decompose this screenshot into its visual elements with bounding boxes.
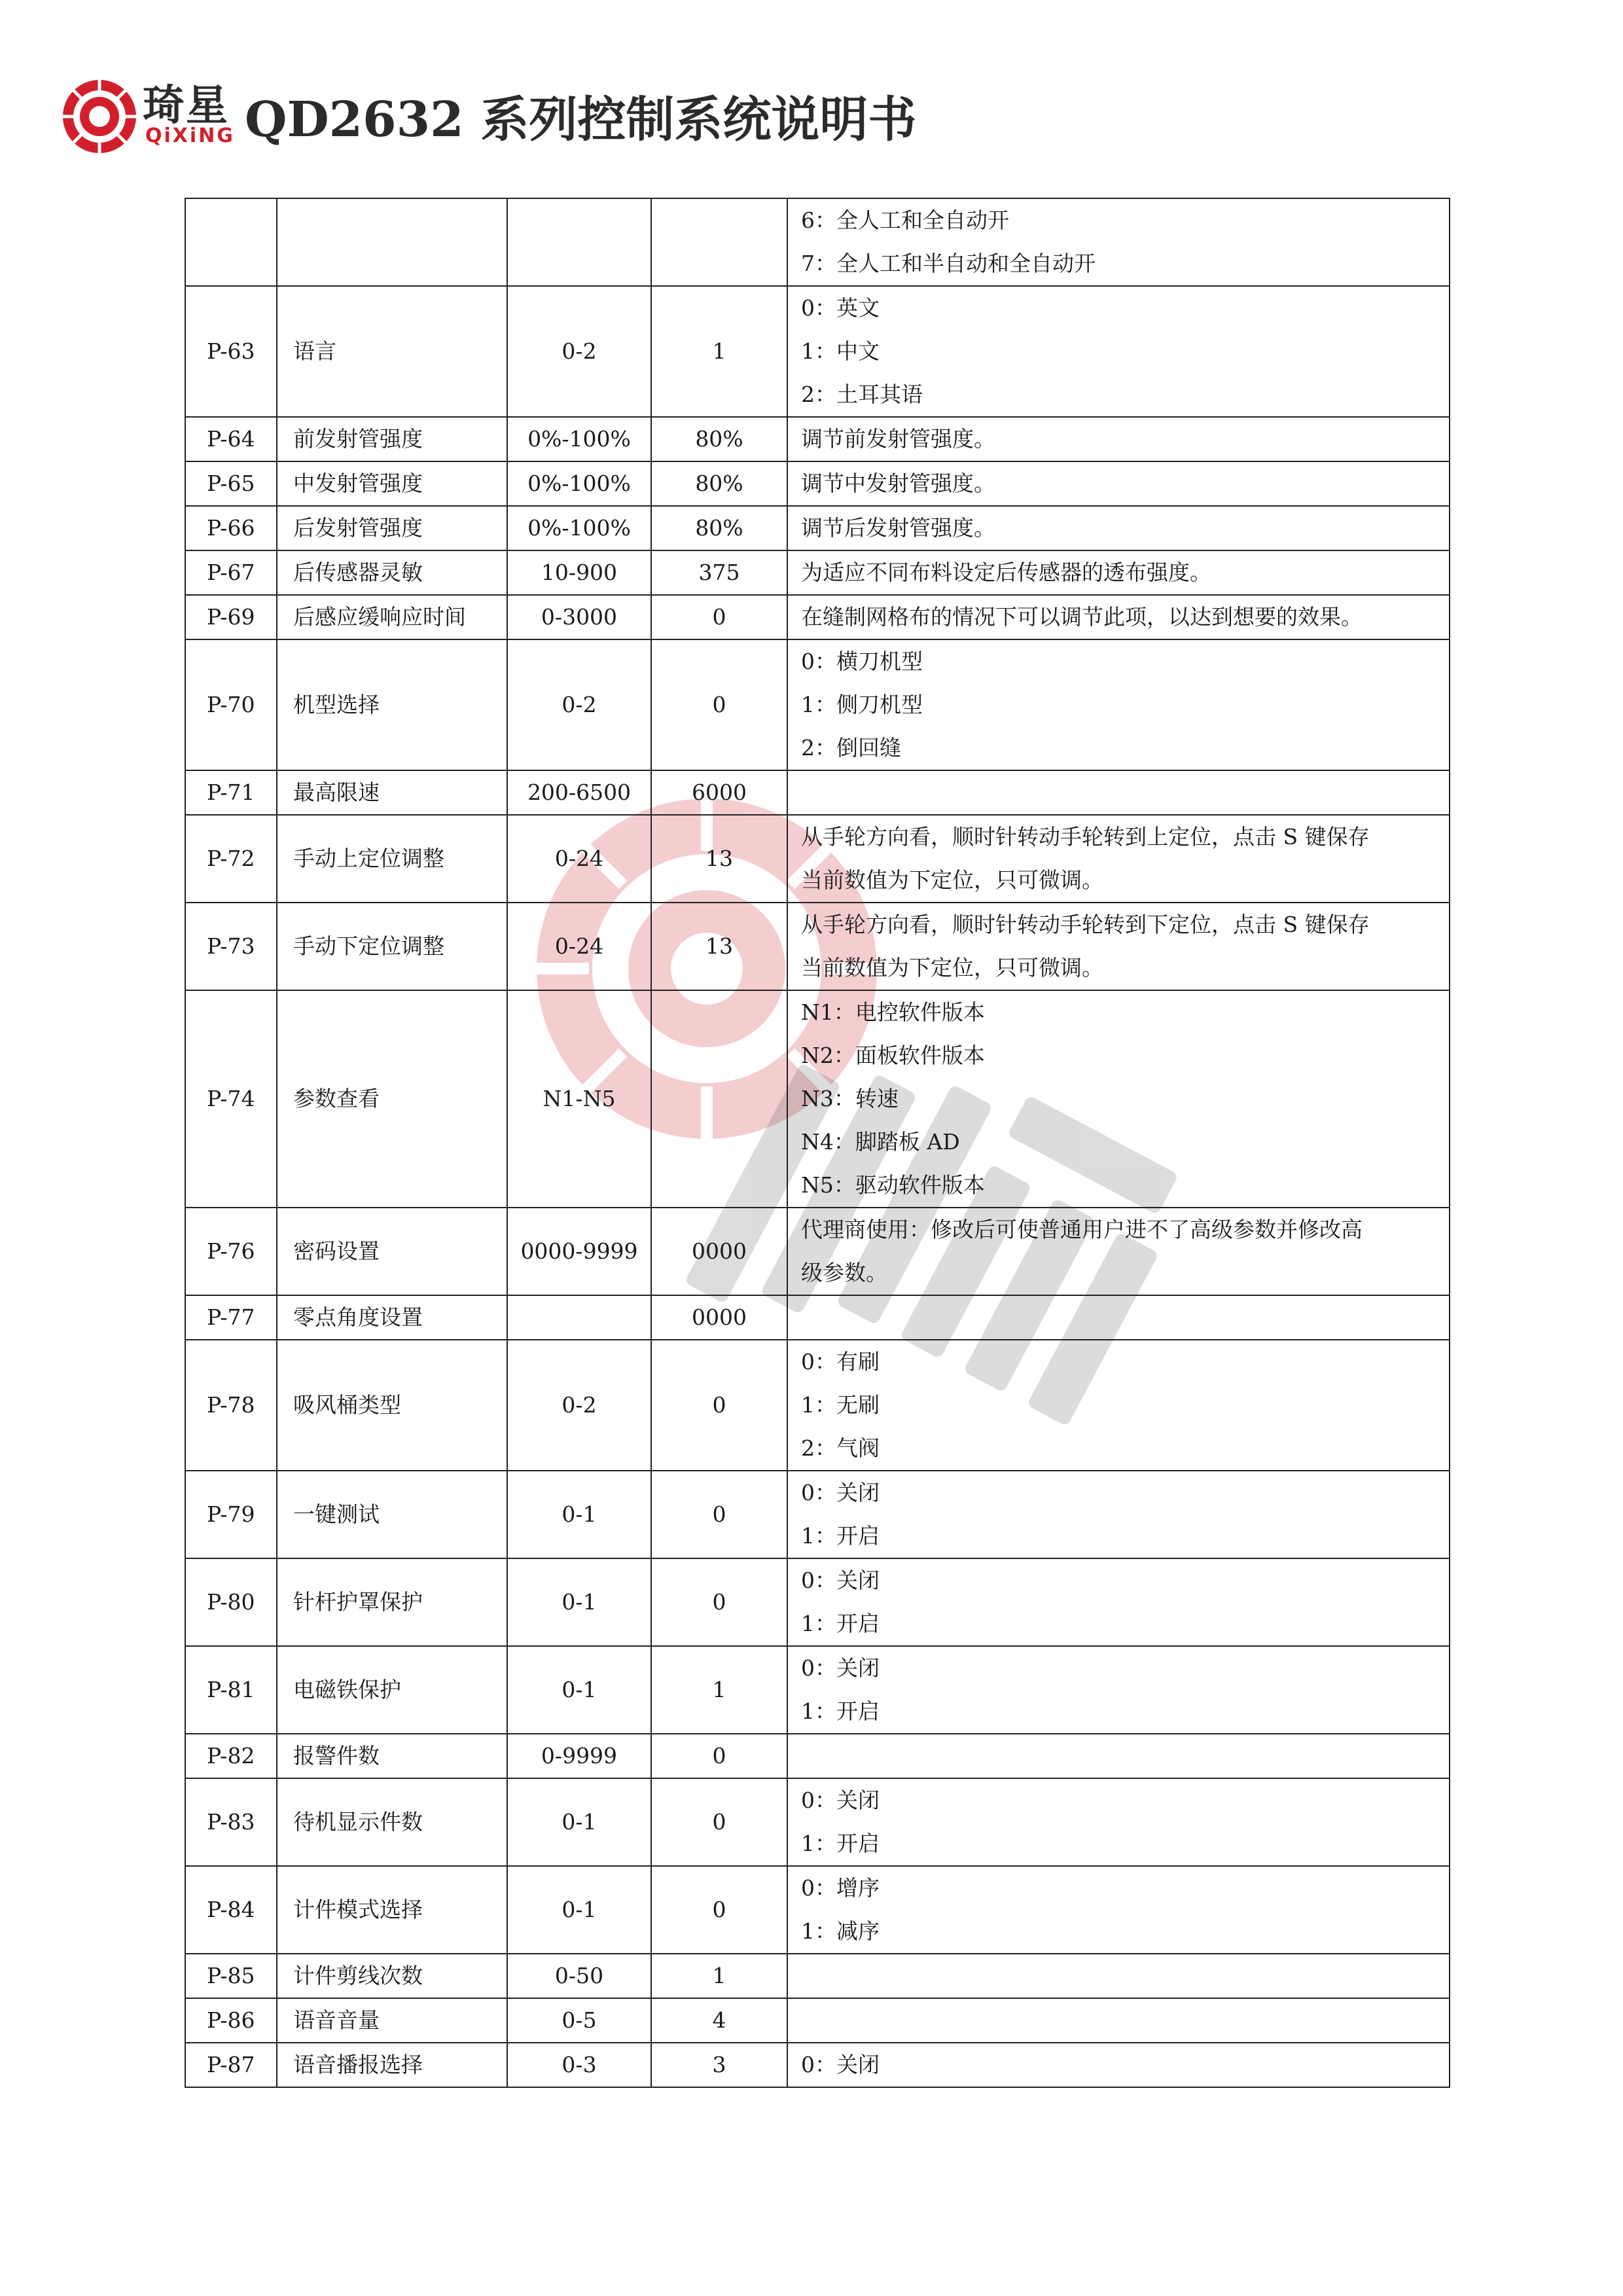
param-range: 0-9999 xyxy=(507,1734,651,1778)
param-code: P-69 xyxy=(185,595,277,639)
param-description xyxy=(787,1998,1450,2043)
description-line: 0：横刀机型 xyxy=(801,649,923,674)
table-row xyxy=(185,770,1450,815)
description-line: 0：有刷 xyxy=(801,1349,880,1374)
description-line: 1：开启 xyxy=(801,1523,880,1549)
brand-name-cn: 琦星 xyxy=(143,82,229,130)
param-code: P-67 xyxy=(185,550,277,595)
param-description xyxy=(787,1734,1450,1778)
param-name: 后感应缓响应时间 xyxy=(277,595,507,639)
description-line: 代理商使用：修改后可使普通用户进不了高级参数并修改高 xyxy=(801,1217,1363,1242)
brand-name-en: QiXiNG xyxy=(145,124,235,147)
table-row xyxy=(185,1208,1450,1295)
description-line: 从手轮方向看，顺时针转动手轮转到上定位，点击 S 键保存 xyxy=(801,824,1370,850)
table-row xyxy=(185,1558,1450,1646)
param-name: 中发射管强度 xyxy=(277,461,507,506)
param-default: 0 xyxy=(651,1558,787,1646)
param-code: P-77 xyxy=(185,1295,277,1340)
param-description xyxy=(787,815,1450,903)
table-row xyxy=(185,1646,1450,1734)
param-default: 1 xyxy=(651,1646,787,1734)
description-line: 7：全人工和半自动和全自动开 xyxy=(801,251,1096,276)
param-code: P-81 xyxy=(185,1646,277,1734)
table-row xyxy=(185,506,1450,550)
param-code xyxy=(185,198,277,286)
param-description xyxy=(787,1778,1450,1866)
param-name: 计件剪线次数 xyxy=(277,1954,507,1998)
param-code: P-86 xyxy=(185,1998,277,2043)
param-range: 0-2 xyxy=(507,1340,651,1471)
param-default: 1 xyxy=(651,1954,787,1998)
param-range: N1-N5 xyxy=(507,990,651,1208)
table-row xyxy=(185,1998,1450,2043)
table-row xyxy=(185,198,1450,286)
description-line: 1：开启 xyxy=(801,1831,880,1856)
param-default: 0000 xyxy=(651,1208,787,1295)
param-name: 密码设置 xyxy=(277,1208,507,1295)
param-description xyxy=(787,461,1450,506)
param-description xyxy=(787,990,1450,1208)
description-line: 1：开启 xyxy=(801,1698,880,1724)
description-line: 0：增序 xyxy=(801,1875,880,1901)
param-range xyxy=(507,198,651,286)
param-range: 0%-100% xyxy=(507,506,651,550)
param-code: P-80 xyxy=(185,1558,277,1646)
param-default: 375 xyxy=(651,550,787,595)
param-code: P-71 xyxy=(185,770,277,815)
param-code: P-70 xyxy=(185,639,277,770)
description-line: 在缝制网格布的情况下可以调节此项，以达到想要的效果。 xyxy=(801,604,1363,630)
description-line: N4：脚踏板 AD xyxy=(801,1129,960,1155)
param-code: P-63 xyxy=(185,286,277,417)
param-name: 一键测试 xyxy=(277,1471,507,1558)
table-row xyxy=(185,1778,1450,1866)
param-code: P-73 xyxy=(185,903,277,990)
param-default: 80% xyxy=(651,417,787,461)
param-code: P-66 xyxy=(185,506,277,550)
qixing-logo-icon xyxy=(60,77,139,156)
param-default: 13 xyxy=(651,903,787,990)
param-name: 电磁铁保护 xyxy=(277,1646,507,1734)
param-description xyxy=(787,198,1450,286)
param-name: 语言 xyxy=(277,286,507,417)
param-default: 13 xyxy=(651,815,787,903)
table-row xyxy=(185,639,1450,770)
param-description xyxy=(787,1866,1450,1954)
description-line: 0：关闭 xyxy=(801,1568,880,1593)
param-range: 0-3000 xyxy=(507,595,651,639)
description-line: N2：面板软件版本 xyxy=(801,1043,985,1068)
param-description xyxy=(787,770,1450,815)
table-row xyxy=(185,1734,1450,1778)
param-description xyxy=(787,417,1450,461)
param-name: 语音播报选择 xyxy=(277,2043,507,2087)
description-line: 当前数值为下定位，只可微调。 xyxy=(801,955,1103,980)
param-default: 0000 xyxy=(651,1295,787,1340)
param-default: 0 xyxy=(651,1471,787,1558)
param-range: 0-1 xyxy=(507,1778,651,1866)
param-code: P-87 xyxy=(185,2043,277,2087)
param-description xyxy=(787,1646,1450,1734)
description-line: N1：电控软件版本 xyxy=(801,999,985,1025)
description-line: 0：关闭 xyxy=(801,2052,880,2077)
param-code: P-72 xyxy=(185,815,277,903)
param-description xyxy=(787,286,1450,417)
param-name: 吸风桶类型 xyxy=(277,1340,507,1471)
param-description xyxy=(787,595,1450,639)
param-description xyxy=(787,1340,1450,1471)
description-line: 1：侧刀机型 xyxy=(801,692,923,717)
param-code: P-82 xyxy=(185,1734,277,1778)
param-range: 0-2 xyxy=(507,286,651,417)
param-code: P-84 xyxy=(185,1866,277,1954)
table-row xyxy=(185,815,1450,903)
description-line: 6：全人工和全自动开 xyxy=(801,207,1009,233)
param-default: 80% xyxy=(651,506,787,550)
table-row xyxy=(185,1471,1450,1558)
param-description xyxy=(787,1558,1450,1646)
description-line: 1：减序 xyxy=(801,1918,880,1944)
description-line: 从手轮方向看，顺时针转动手轮转到下定位，点击 S 键保存 xyxy=(801,912,1370,937)
param-code: P-76 xyxy=(185,1208,277,1295)
param-default: 0 xyxy=(651,1778,787,1866)
param-default: 0 xyxy=(651,1340,787,1471)
param-range: 10-900 xyxy=(507,550,651,595)
param-description xyxy=(787,1295,1450,1340)
description-line: 2：气阀 xyxy=(801,1435,880,1461)
description-line: 级参数。 xyxy=(801,1260,887,1285)
param-default xyxy=(651,990,787,1208)
description-line: 调节前发射管强度。 xyxy=(801,426,995,452)
param-range: 0-2 xyxy=(507,639,651,770)
param-name: 计件模式选择 xyxy=(277,1866,507,1954)
param-range: 0-1 xyxy=(507,1558,651,1646)
description-line: 0：关闭 xyxy=(801,1480,880,1505)
param-default: 3 xyxy=(651,2043,787,2087)
table-row xyxy=(185,903,1450,990)
param-description xyxy=(787,1208,1450,1295)
param-name: 机型选择 xyxy=(277,639,507,770)
param-name: 手动下定位调整 xyxy=(277,903,507,990)
param-name: 待机显示件数 xyxy=(277,1778,507,1866)
param-range: 0-5 xyxy=(507,1998,651,2043)
description-line: 调节中发射管强度。 xyxy=(801,471,995,496)
table-row xyxy=(185,990,1450,1208)
param-range: 0-50 xyxy=(507,1954,651,1998)
param-name: 最高限速 xyxy=(277,770,507,815)
parameter-table xyxy=(185,198,1450,2088)
param-name: 后传感器灵敏 xyxy=(277,550,507,595)
table-row xyxy=(185,461,1450,506)
param-description xyxy=(787,506,1450,550)
description-line: 0：英文 xyxy=(801,295,880,321)
param-range: 0%-100% xyxy=(507,461,651,506)
description-line: 1：开启 xyxy=(801,1611,880,1636)
description-line: N5：驱动软件版本 xyxy=(801,1172,985,1198)
param-default: 0 xyxy=(651,1866,787,1954)
description-line: 2：倒回缝 xyxy=(801,735,901,761)
description-line: 当前数值为下定位，只可微调。 xyxy=(801,867,1103,893)
table-row xyxy=(185,1954,1450,1998)
param-code: P-74 xyxy=(185,990,277,1208)
param-name: 前发射管强度 xyxy=(277,417,507,461)
param-code: P-78 xyxy=(185,1340,277,1471)
param-name xyxy=(277,198,507,286)
param-code: P-65 xyxy=(185,461,277,506)
table-row xyxy=(185,1340,1450,1471)
param-name: 零点角度设置 xyxy=(277,1295,507,1340)
description-line: 0：关闭 xyxy=(801,1787,880,1813)
table-row xyxy=(185,550,1450,595)
param-description xyxy=(787,1471,1450,1558)
param-name: 报警件数 xyxy=(277,1734,507,1778)
param-default: 80% xyxy=(651,461,787,506)
param-code: P-83 xyxy=(185,1778,277,1866)
description-line: 0：关闭 xyxy=(801,1655,880,1681)
document-title: QD2632 系列控制系统说明书 xyxy=(245,92,917,148)
description-line: 1：无刷 xyxy=(801,1392,880,1418)
param-name: 针杆护罩保护 xyxy=(277,1558,507,1646)
param-description xyxy=(787,1954,1450,1998)
param-default: 0 xyxy=(651,639,787,770)
table-row xyxy=(185,286,1450,417)
param-description xyxy=(787,2043,1450,2087)
param-code: P-85 xyxy=(185,1954,277,1998)
param-default: 6000 xyxy=(651,770,787,815)
param-range: 200-6500 xyxy=(507,770,651,815)
param-range: 0-24 xyxy=(507,903,651,990)
param-name: 后发射管强度 xyxy=(277,506,507,550)
table-row xyxy=(185,1866,1450,1954)
description-line: 为适应不同布料设定后传感器的透布强度。 xyxy=(801,560,1211,585)
param-default: 0 xyxy=(651,595,787,639)
param-default: 1 xyxy=(651,286,787,417)
description-line: 1：中文 xyxy=(801,338,880,364)
param-description xyxy=(787,903,1450,990)
table-row xyxy=(185,417,1450,461)
description-line: N3：转速 xyxy=(801,1086,899,1111)
table-row xyxy=(185,2043,1450,2087)
param-default: 4 xyxy=(651,1998,787,2043)
param-range: 0-24 xyxy=(507,815,651,903)
param-default: 0 xyxy=(651,1734,787,1778)
param-range: 0%-100% xyxy=(507,417,651,461)
param-description xyxy=(787,550,1450,595)
table-row xyxy=(185,595,1450,639)
param-range: 0-3 xyxy=(507,2043,651,2087)
description-line: 调节后发射管强度。 xyxy=(801,515,995,541)
param-range: 0-1 xyxy=(507,1471,651,1558)
param-default xyxy=(651,198,787,286)
table-row xyxy=(185,1295,1450,1340)
param-name: 手动上定位调整 xyxy=(277,815,507,903)
param-name: 语音音量 xyxy=(277,1998,507,2043)
param-name: 参数查看 xyxy=(277,990,507,1208)
param-range xyxy=(507,1295,651,1340)
param-range: 0-1 xyxy=(507,1646,651,1734)
param-range: 0-1 xyxy=(507,1866,651,1954)
param-code: P-64 xyxy=(185,417,277,461)
param-code: P-79 xyxy=(185,1471,277,1558)
param-description xyxy=(787,639,1450,770)
description-line: 2：土耳其语 xyxy=(801,382,923,407)
param-range: 0000-9999 xyxy=(507,1208,651,1295)
